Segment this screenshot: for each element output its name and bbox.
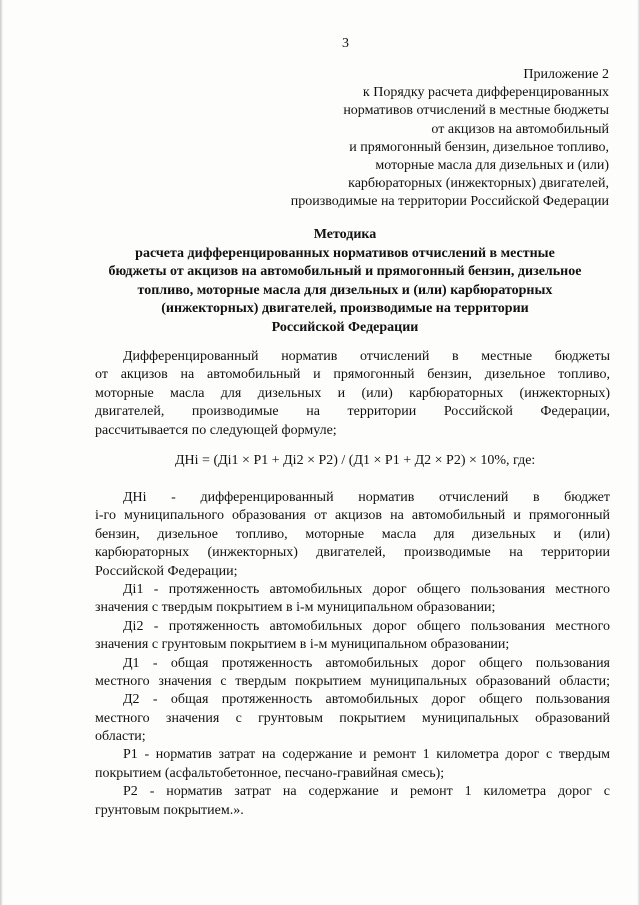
definition-line: P1 - норматив затрат на содержание и ремонт 1 километра дорог с твердым	[123, 747, 610, 763]
appendix-line: к Порядку расчета дифференцированных	[362, 85, 609, 101]
definition-line: Д2 - общая протяженность автомобильных дорог общего пользования	[123, 692, 610, 708]
document-title	[80, 226, 610, 338]
definition-line: ДНi - дифференцированный норматив отчислений в бюджет	[123, 490, 610, 505]
intro-line: от акцизов на автомобильный и прямогонный бензин, дизельное топливо,	[95, 367, 610, 383]
definitions-block	[95, 489, 610, 820]
definition-line: местного значения с грунтовым покрытием муниципальных образований	[95, 710, 610, 726]
definition-line: грунтовым покрытием.».	[95, 802, 244, 818]
intro-line: моторные масла для дизельных и (или) карбюраторных (инжекторных)	[95, 385, 610, 401]
page-number: 3	[342, 36, 349, 51]
appendix-line: моторные масла для дизельных и (или)	[375, 158, 609, 174]
formula: ДНi = (Дi1 × P1 + Дi2 × P2) / (Д1 × P1 + Д2 × P2) × 10%, где:	[175, 453, 536, 468]
definition-line: Дi2 - протяженность автомобильных дорог общего пользования местного	[123, 618, 610, 634]
definition-line: покрытием (асфальтобетонное, песчано-гравийная смесь);	[95, 765, 445, 781]
definition-line: бензин, дизельное топливо, моторные масла для дизельных и (или)	[95, 526, 610, 542]
title-line: (инжекторных) двигателей, производимые на территории	[161, 301, 529, 317]
title-line: бюджеты от акцизов на автомобильный и прямогонный бензин, дизельное	[108, 264, 582, 280]
definition-line: Дi1 - протяженность автомобильных дорог общего пользования местного	[123, 581, 610, 597]
appendix-line: производимые на территории Российской Федерации	[290, 194, 609, 210]
title-line: топливо, моторные масла для дизельных и (или) карбюраторных	[137, 282, 553, 298]
appendix-line: нормативов отчислений в местные бюджеты	[343, 103, 609, 119]
intro-line: рассчитывается по следующей формуле;	[95, 422, 337, 438]
appendix-header	[209, 66, 609, 212]
definition-line: i-го муниципального образования от акцизов на автомобильный и прямогонный	[95, 508, 610, 524]
definition-line: Д1 - общая протяженность автомобильных дорог общего пользования	[123, 655, 610, 671]
definition-line: Российской Федерации;	[95, 563, 238, 579]
intro-paragraph	[95, 348, 610, 440]
title-line: Методика	[313, 227, 377, 242]
appendix-line: от акцизов на автомобильный	[431, 121, 609, 137]
definition-line: значения с твердым покрытием в i-м муниципальном образовании;	[95, 600, 496, 616]
title-line: расчета дифференцированных нормативов отчислений в местные	[135, 245, 555, 261]
definition-line: карбюраторных (инжекторных) двигателей, производимые на территории	[95, 545, 610, 561]
appendix-line: Приложение 2	[523, 67, 609, 82]
intro-line: Дифференцированный норматив отчислений в местные бюджеты	[123, 349, 610, 364]
appendix-line: и прямогонный бензин, дизельное топливо,	[349, 139, 609, 155]
definition-line: значения с грунтовым покрытием в i-м муниципальном образовании;	[95, 637, 510, 653]
definition-line: области;	[95, 729, 146, 745]
definition-line: P2 - норматив затрат на содержание и ремонт 1 километра дорог с	[123, 784, 610, 800]
appendix-line: карбюраторных (инжекторных) двигателей,	[348, 176, 609, 192]
scan-edge-left	[0, 0, 3, 905]
title-line: Российской Федерации	[271, 319, 419, 335]
intro-line: двигателей, производимые на территории Российской Федерации,	[95, 404, 610, 420]
definition-line: местного значения с твердым покрытием муниципальных образований области;	[95, 673, 610, 689]
